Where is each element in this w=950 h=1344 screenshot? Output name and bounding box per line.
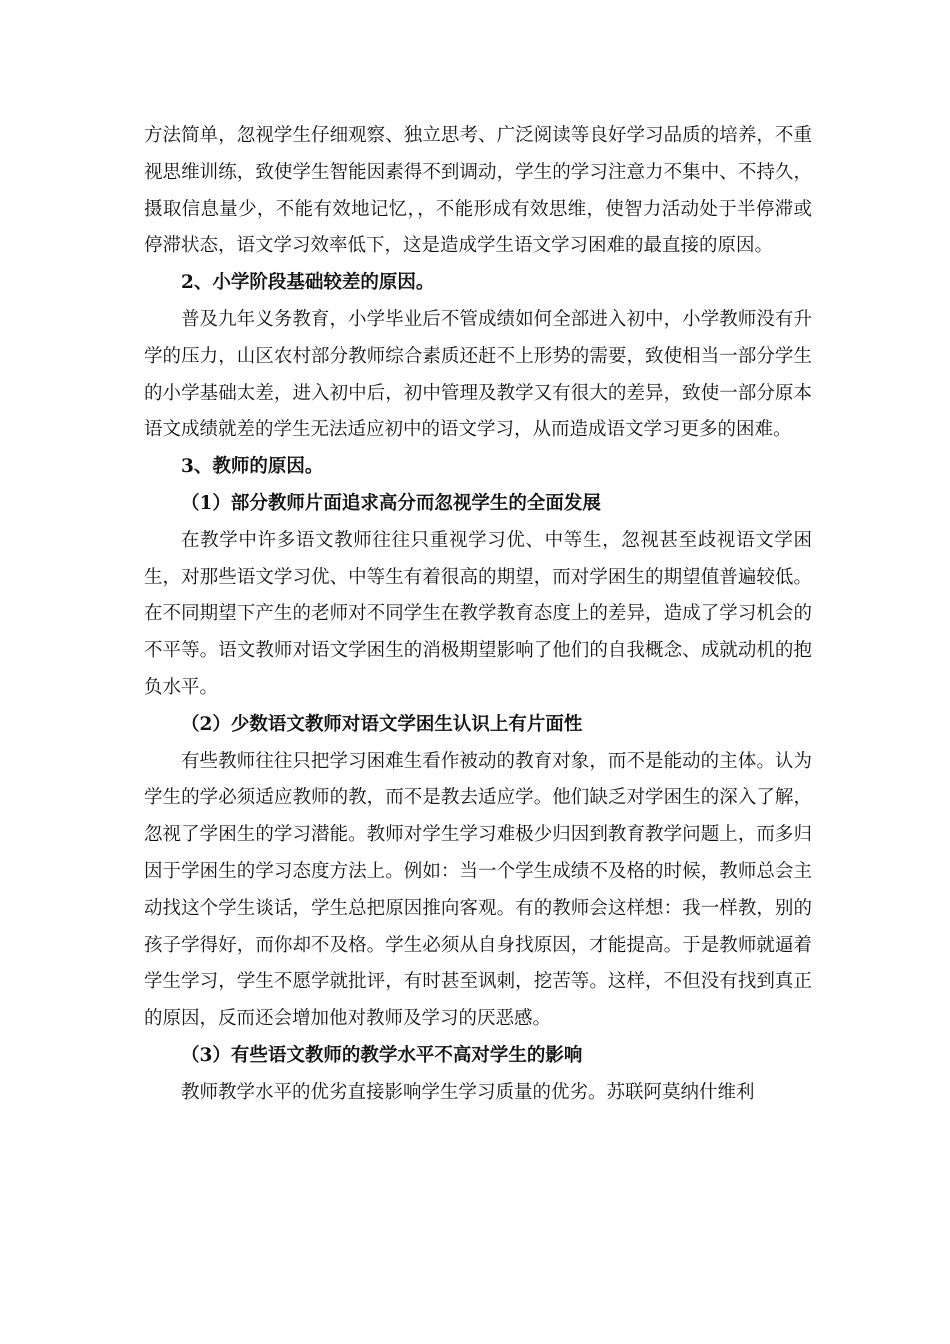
paragraph-primary-school: 普及九年义务教育，小学毕业后不管成绩如何全部进入初中，小学教师没有升学的压力，山区农村部分教师综合素质还赶不上形势的需要，致使相当一部分学生的小学基础太差，进入初中后，初中管理及教学又有很大的差异，致使一部分原本语文成绩就差的学生无法适应初中的语文学习，从而造成语文学习更多的困难。	[144, 308, 812, 441]
section-heading-teachers: 3、教师的原因。	[181, 456, 324, 478]
subheading-high-scores: （1）部分教师片面追求高分而忽视学生的全面发展	[181, 492, 601, 514]
subheading-teaching-level: （3）有些语文教师的教学水平不高对学生的影响	[181, 1044, 583, 1066]
section-heading-primary-school: 2、小学阶段基础较差的原因。	[181, 272, 435, 294]
paragraph-one-sided-view: 有些教师往往只把学习困难生看作被动的教育对象，而不是能动的主体。认为学生的学必须适应教师的教，而不是教去适应学。他们缺乏对学困生的深入了解，忽视了学困生的学习潜能。教师对学生学习难极少归因到教育教学问题上，而多归因于学困生的学习态度方法上。例如：当一个学生成绩不及格的时候，教师总会主动找这个学生谈话，学生总把原因推向客观。有的教师会这样想：我一样教，别的孩子学得好，而你却不及格。学生必须从自身找原因，才能提高。于是教师就逼着学生学习，学生不愿学就批评，有时甚至讽刺，挖苦等。这样，不但没有找到真正的原因，反而还会增加他对教师及学习的厌恶感。	[144, 750, 812, 1030]
paragraph-high-scores: 在教学中许多语文教师往往只重视学习优、中等生，忽视甚至歧视语文学困生，对那些语文学习优、中等生有着很高的期望，而对学困生的期望值普遍较低。在不同期望下产生的老师对不同学生在教学教育态度上的差异，造成了学习机会的不平等。语文教师对语文学困生的消极期望影响了他们的自我概念、成就动机的抱负水平。	[144, 529, 812, 698]
document-body	[144, 118, 812, 1112]
subheading-one-sided-view: （2）少数语文教师对语文学困生认识上有片面性	[181, 713, 583, 735]
paragraph-methods-continued: 方法简单，忽视学生仔细观察、独立思考、广泛阅读等良好学习品质的培养，不重视思维训练，致使学生智能因素得不到调动，学生的学习注意力不集中、不持久，摄取信息量少，不能有效地记忆，，不能形成有效思维，使智力活动处于半停滞或停滞状态，语文学习效率低下，这是造成学生语文学习困难的最直接的原因。	[144, 125, 812, 257]
paragraph-teaching-level: 教师教学水平的优劣直接影响学生学习质量的优劣。苏联阿莫纳什维利	[181, 1081, 755, 1103]
